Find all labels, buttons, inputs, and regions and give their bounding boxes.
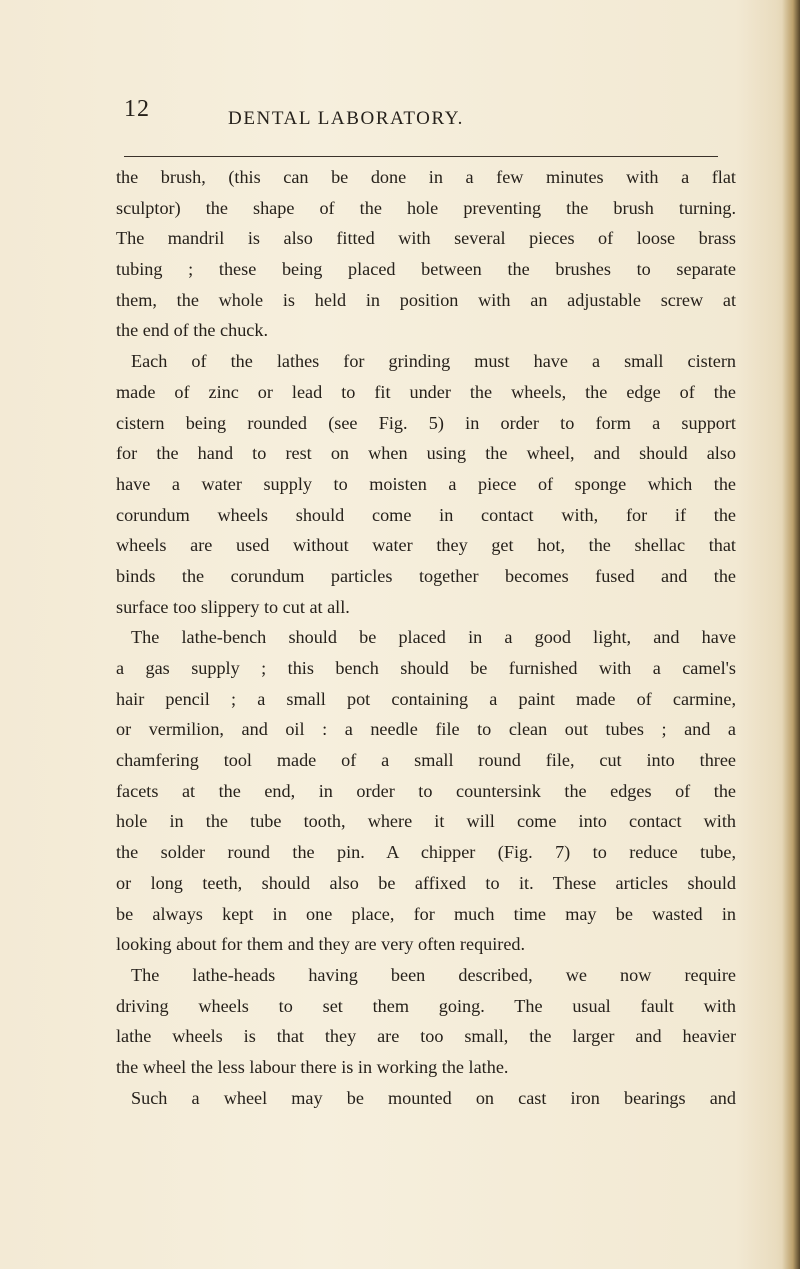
running-head: DENTAL LABORATORY. [228,108,464,129]
text-line: Each of the lathes for grinding must have a small cistern [131,351,736,372]
text-line: surface too slippery to cut at all. [116,596,350,617]
text-line: facets at the end, in order to countersink the edges of the [116,780,736,801]
text-line: Such a wheel may be mounted on cast iron bearings and [131,1087,736,1108]
text-line: them, the whole is held in position with an adjustable screw at [116,289,736,310]
text-line: have a water supply to moisten a piece of sponge which the [116,473,736,494]
text-line: made of zinc or lead to fit under the wheels, the edge of the [116,381,736,402]
text-line: chamfering tool made of a small round file, cut into three [116,750,736,771]
text-line: a gas supply ; this bench should be furnished with a camel's [116,658,736,678]
page-edge-shadow [782,0,800,1269]
text-line: be always kept in one place, for much time may be wasted in [116,903,736,924]
text-line: driving wheels to set them going. The usual fault with [116,995,736,1016]
text-line: looking about for them and they are very often required. [116,934,526,955]
text-line: the solder round the pin. A chipper (Fig. 7) to reduce tube, [116,842,736,863]
text-line: the brush, (this can be done in a few minutes with a flat [116,167,736,187]
body-text [116,162,736,1113]
text-line: cistern being rounded (see Fig. 5) in order to form a support [116,412,736,433]
text-line: The lathe-heads having been described, we now require [131,964,736,985]
text-line: for the hand to rest on when using the wheel, and should also [116,443,736,464]
text-line: wheels are used without water they get hot, the shellac that [116,535,736,556]
text-line: lathe wheels is that they are too small, the larger and heavier [116,1026,736,1047]
text-line: tubing ; these being placed between the brushes to separate [116,259,736,280]
text-line: The mandril is also fitted with several pieces of loose brass [116,228,736,249]
text-line: hair pencil ; a small pot containing a paint made of carmine, [116,688,736,709]
page-number: 12 [124,96,150,122]
text-line: hole in the tube tooth, where it will come into contact with [116,811,736,832]
text-line: or long teeth, should also be affixed to it. These articles should [116,872,736,893]
text-line: the wheel the less labour there is in working the lathe. [116,1056,509,1077]
text-line: sculptor) the shape of the hole preventing the brush turning. [116,197,736,218]
text-line: or vermilion, and oil : a needle file to clean out tubes ; and a [116,719,736,740]
text-line: the end of the chuck. [116,320,269,341]
header-rule [124,156,718,157]
text-line: binds the corundum particles together becomes fused and the [116,565,736,586]
text-line: corundum wheels should come in contact with, for if the [116,504,736,525]
text-line: The lathe-bench should be placed in a good light, and have [131,627,736,648]
